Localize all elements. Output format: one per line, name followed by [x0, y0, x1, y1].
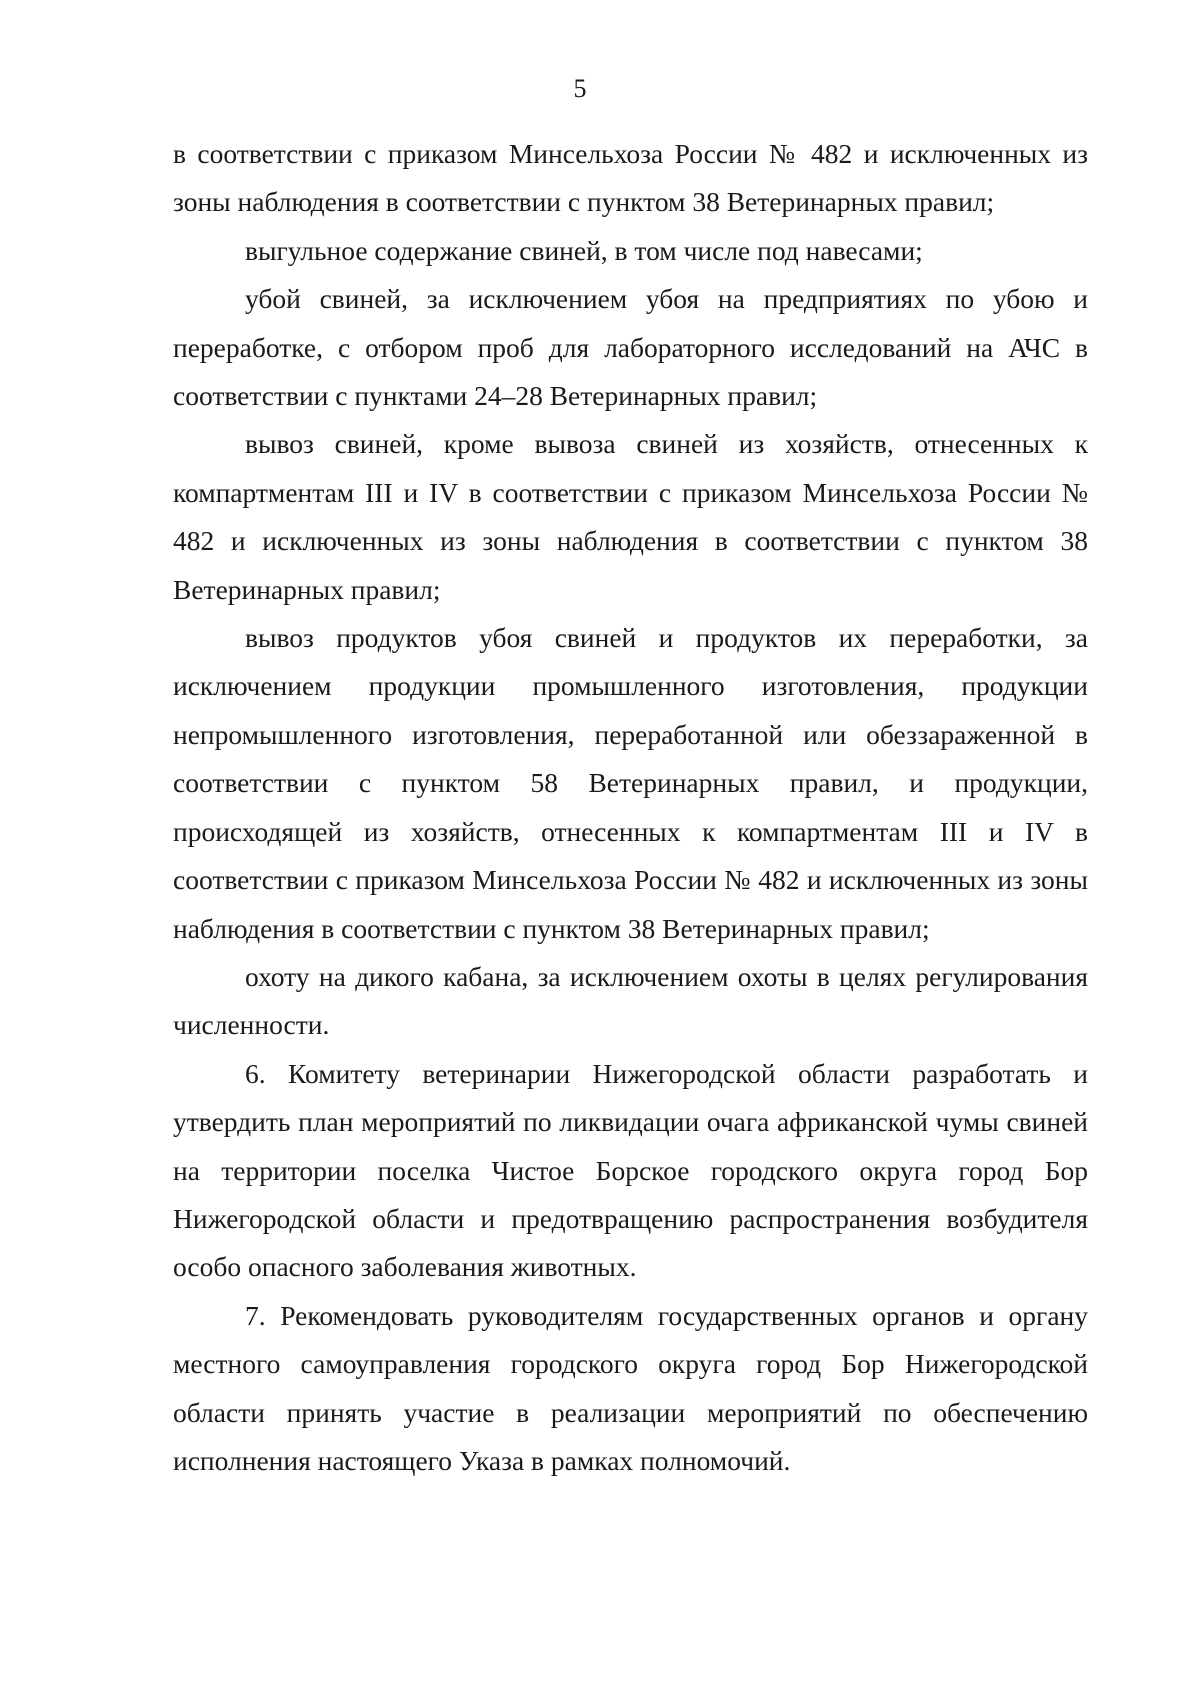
paragraph-outdoor-keeping: выгульное содержание свиней, в том числе под навесами; — [245, 234, 923, 266]
paragraph-product-export: вывоз продуктов убоя свиней и продуктов их переработки, за исключением продукции промышленного изготовления, продукции непромышленного изготовления, переработанной или обеззараженной в соответствии с пунктом 58 Ветеринарных правил, и продукции, происходящей из хозяйств, отнесенных к компартментам III и IV в соответствии с приказом Минсельхоза России № 482 и исключенных из зоны наблюдения в соответствии с пунктом 38 Ветеринарных правил; — [173, 622, 1088, 944]
document-body — [173, 130, 1088, 1485]
paragraph-hunting: охоту на дикого кабана, за исключением охоты в целях регулирования численности. — [173, 960, 1088, 1041]
paragraph-pig-export: вывоз свиней, кроме вывоза свиней из хозяйств, отнесенных к компартментам III и IV в соответствии с приказом Минсельхоза России № 482 и исключенных из зоны наблюдения в соответствии с пунктом 38 Ветеринарных правил; — [173, 428, 1088, 605]
paragraph-slaughter: убой свиней, за исключением убоя на предприятиях по убою и переработке, с отбором проб для лабораторного исследований на АЧС в соответствии с пунктами 24–28 Ветеринарных правил; — [173, 283, 1088, 412]
page-number: 5 — [573, 74, 587, 103]
paragraph-item-7: 7. Рекомендовать руководителям государственных органов и органу местного самоуправления городского округа город Бор Нижегородской области принять участие в реализации мероприятий по обеспечению исполнения настоящего Указа в рамках полномочий. — [173, 1299, 1088, 1476]
paragraph-continuation: в соответствии с приказом Минсельхоза России № 482 и исключенных из зоны наблюдения в соответствии с пунктом 38 Ветеринарных правил; — [173, 138, 1088, 218]
paragraph-item-6: 6. Комитету ветеринарии Нижегородской области разработать и утвердить план мероприятий по ликвидации очага африканской чумы свиней на территории поселка Чистое Борское городского округа город Бор Нижегородской области и предотвращению распространения возбудителя особо опасного заболевания животных. — [173, 1057, 1088, 1283]
